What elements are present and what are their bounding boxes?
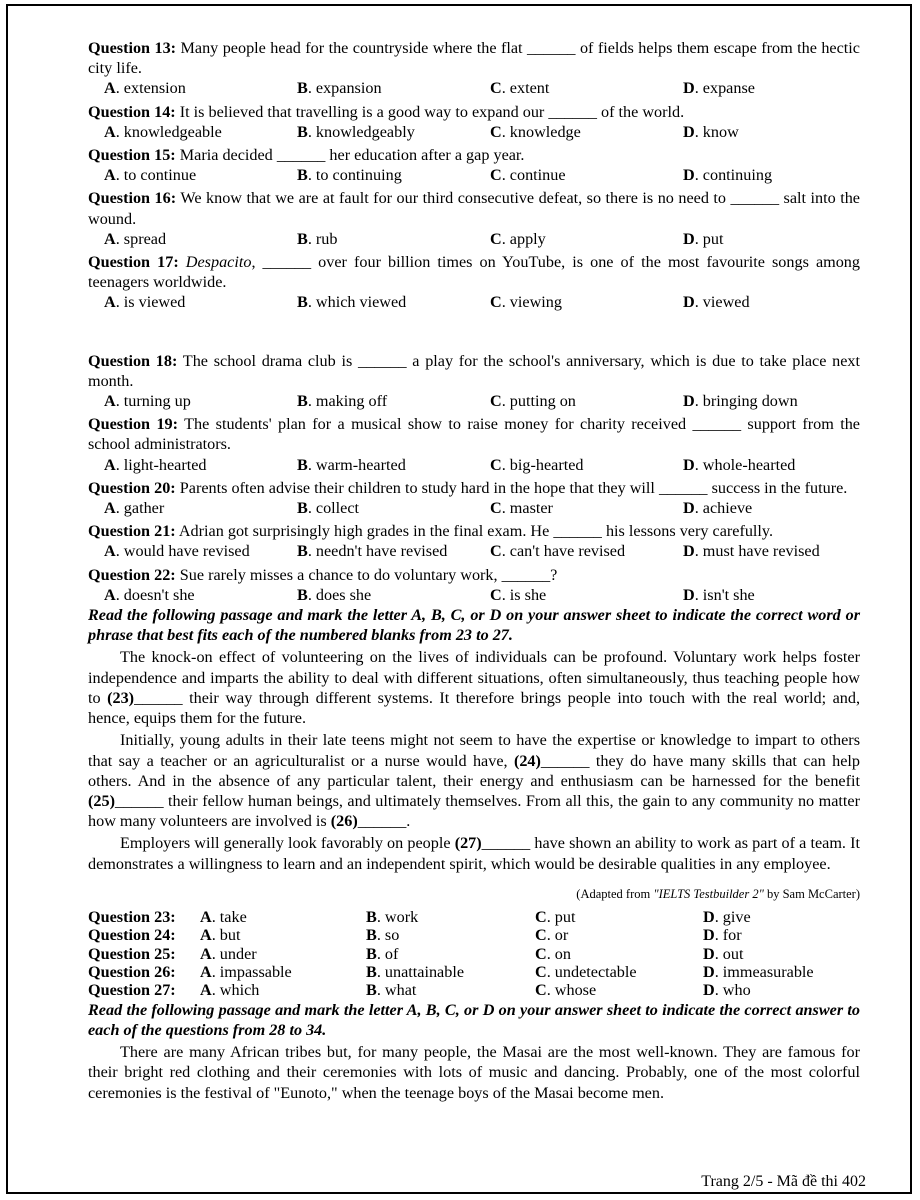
option-a[interactable]: A. extension: [104, 79, 186, 98]
answer-options: [88, 78, 860, 98]
option-d[interactable]: D. viewed: [683, 293, 750, 312]
option-letter: A: [200, 962, 212, 981]
option-b[interactable]: B. rub: [297, 229, 338, 248]
question-label: Question 14:: [88, 102, 176, 121]
question-label: Question 27:: [88, 981, 176, 1000]
question-text: The school drama club is ______ a play for the school's anniversary, which is due to take place next month.: [88, 351, 860, 390]
answer-options: [88, 585, 860, 605]
question-item: [88, 145, 860, 185]
option-c[interactable]: C. apply: [490, 229, 546, 248]
option-letter: C: [535, 962, 547, 981]
cloze-question-row: [88, 926, 860, 944]
question-group-13-16: [88, 38, 860, 249]
option-b[interactable]: B. to continuing: [297, 166, 402, 185]
song-title: Despacito: [185, 253, 252, 272]
answer-options: [88, 541, 860, 561]
option-letter: D: [703, 926, 715, 945]
question-17: [88, 252, 860, 313]
option-letter: B: [366, 962, 377, 981]
option-letter: C: [535, 926, 547, 945]
question-label: Question 18:: [88, 351, 178, 370]
question-item: [88, 102, 860, 142]
option-c[interactable]: C. knowledge: [490, 122, 581, 141]
question-text: We know that we are at fault for our third consecutive defeat, so there is no need to ______ salt into the wound.: [88, 189, 860, 228]
option-a[interactable]: A. doesn't she: [104, 585, 195, 604]
page-footer: Trang 2/5 - Mã đề thi 402: [701, 1173, 866, 1190]
question-item: [88, 38, 860, 99]
option-b[interactable]: B. expansion: [297, 79, 382, 98]
answer-options: [88, 391, 860, 411]
option-c[interactable]: C. big-hearted: [490, 455, 584, 474]
option-a[interactable]: A. but: [200, 926, 241, 945]
blank-23: (23): [107, 688, 135, 707]
question-stem: [88, 38, 860, 78]
cloze-question-row: [88, 963, 860, 981]
cloze-question-row: [88, 945, 860, 963]
question-label: Question 25:: [88, 944, 176, 963]
option-d[interactable]: D. know: [683, 122, 739, 141]
option-c[interactable]: C. undetectable: [535, 962, 637, 981]
option-d[interactable]: D. whole-hearted: [683, 455, 796, 474]
option-c[interactable]: C. viewing: [490, 293, 562, 312]
passage-1-paragraph-3: Employers will generally look favorably on people (27)______ have shown an ability to work as part of a team. It demonstrates a willingness to learn and an independent spirit, which would be desirable qualities in any employee.: [88, 834, 860, 873]
option-c[interactable]: C. is she: [490, 585, 547, 604]
question-stem: [88, 145, 860, 165]
question-label: Question 21:: [88, 522, 176, 541]
option-letter: C: [535, 944, 547, 963]
option-d[interactable]: D. expanse: [683, 79, 755, 98]
question-stem: [88, 252, 860, 292]
question-text: , ______ over four billion times on YouTube, is one of the most favourite songs among teenagers worldwide.: [88, 253, 860, 292]
option-c[interactable]: C. whose: [535, 981, 597, 1000]
option-b[interactable]: B. collect: [297, 499, 360, 518]
option-letter: A: [200, 981, 212, 1000]
option-c[interactable]: C. continue: [490, 166, 566, 185]
option-b[interactable]: B. so: [366, 926, 400, 945]
option-c[interactable]: C. extent: [490, 79, 550, 98]
option-b[interactable]: B. which viewed: [297, 293, 407, 312]
question-text: The students' plan for a musical show to raise money for charity received ______ support from the school administrators.: [88, 415, 860, 454]
question-stem: [88, 478, 860, 498]
option-a[interactable]: A. under: [200, 944, 257, 963]
option-c[interactable]: C. master: [490, 499, 553, 518]
question-label: Question 26:: [88, 962, 176, 981]
blank-26: (26): [330, 812, 358, 831]
question-stem: [88, 565, 860, 585]
option-letter: B: [366, 944, 377, 963]
answer-options: [88, 455, 860, 475]
question-label: Question 19:: [88, 415, 179, 434]
question-stem: [88, 521, 860, 541]
option-a[interactable]: A. impassable: [200, 962, 292, 981]
option-b[interactable]: B. work: [366, 907, 419, 926]
question-stem: [88, 102, 860, 122]
question-text: Sue rarely misses a chance to do voluntary work, ______?: [175, 565, 558, 584]
option-letter: D: [703, 962, 715, 981]
cloze-questions-table: [88, 908, 860, 1000]
question-stem: [88, 414, 860, 454]
option-d[interactable]: D. who: [703, 981, 751, 1000]
question-item: [88, 478, 860, 518]
answer-options: [88, 229, 860, 249]
question-label: Question 16:: [88, 189, 177, 208]
option-letter: A: [200, 944, 212, 963]
option-b[interactable]: B. unattainable: [366, 962, 465, 981]
option-letter: A: [200, 907, 212, 926]
option-letter: C: [535, 907, 547, 926]
option-d[interactable]: D. isn't she: [683, 585, 755, 604]
option-d[interactable]: D. immeasurable: [703, 962, 814, 981]
option-d[interactable]: D. bringing down: [683, 392, 798, 411]
question-text: Adrian got surprisingly high grades in the final exam. He ______ his lessons very carefully.: [175, 522, 774, 541]
question-label: Question 13:: [88, 39, 177, 57]
option-letter: D: [703, 944, 715, 963]
option-d[interactable]: D. put: [683, 229, 724, 248]
option-d[interactable]: D. for: [703, 926, 742, 945]
option-c[interactable]: C. putting on: [490, 392, 576, 411]
question-item: [88, 521, 860, 561]
option-b[interactable]: B. making off: [297, 392, 388, 411]
option-letter: C: [535, 981, 547, 1000]
question-text: It is believed that travelling is a good way to expand our ______ of the world.: [175, 102, 685, 121]
option-a[interactable]: A. would have revised: [104, 542, 250, 561]
blank-24: (24): [513, 751, 541, 770]
question-item: [88, 565, 860, 605]
answer-options: [88, 122, 860, 142]
blank-25: (25): [88, 791, 115, 810]
answer-options: [88, 292, 860, 312]
exam-content: [88, 0, 860, 1103]
answer-options: [88, 165, 860, 185]
question-label: Question 22:: [88, 565, 176, 584]
option-letter: B: [366, 926, 377, 945]
option-a[interactable]: A. take: [200, 907, 247, 926]
question-stem: [88, 351, 860, 391]
question-item: [88, 351, 860, 412]
option-a[interactable]: A. spread: [104, 229, 167, 248]
option-a[interactable]: A. knowledgeable: [104, 122, 222, 141]
option-c[interactable]: C. put: [535, 907, 576, 926]
option-b[interactable]: B. does she: [297, 585, 372, 604]
option-b[interactable]: B. needn't have revised: [297, 542, 448, 561]
option-letter: B: [366, 907, 377, 926]
option-letter: B: [366, 981, 377, 1000]
option-a[interactable]: A. gather: [104, 499, 165, 518]
passage-2-paragraph-1: There are many African tribes but, for many people, the Masai are the most well-known. They are famous for their bright red clothing and their ceremonies with lots of music and dancing. Probably, one of the most colorful ceremonies is the festival of "Eunoto," when the teenage boys of the Masai become men.: [88, 1043, 860, 1102]
question-text: Parents often advise their children to study hard in the hope that they will ______ success in the future.: [175, 478, 848, 497]
instruction-passage-1: Read the following passage and mark the letter A, B, C, or D on your answer sheet to indicate the correct word or phrase that best fits each of the numbered blanks from 23 to 27.: [88, 606, 860, 645]
cloze-question-row: [88, 981, 860, 999]
source-citation: (Adapted from "IELTS Testbuilder 2" by Sam McCarter): [576, 886, 860, 901]
option-b[interactable]: B. knowledgeably: [297, 122, 415, 141]
question-label: Question 17:: [88, 253, 179, 272]
question-label: Question 20:: [88, 478, 176, 497]
option-d[interactable]: D. continuing: [683, 166, 773, 185]
option-a[interactable]: A. which: [200, 981, 260, 1000]
passage-1-paragraph-1: The knock-on effect of volunteering on the lives of individuals can be profound. Voluntary work helps foster independence and imparts the ability to deal with different situations, often simultaneously, thus teaching people how to (23)______ their way through different systems. It therefore brings people into touch with the real world; and, hence, equips them for the future.: [88, 648, 861, 728]
question-label: Question 15:: [88, 146, 176, 165]
question-item: [88, 414, 860, 475]
option-d[interactable]: D. achieve: [683, 499, 753, 518]
question-group-18-22: [88, 351, 860, 605]
option-c[interactable]: C. on: [535, 944, 571, 963]
answer-options: [88, 498, 860, 518]
option-a[interactable]: A. light-hearted: [104, 455, 207, 474]
passage-1-paragraph-2: Initially, young adults in their late teens might not seem to have the expertise or knowledge to impart to others that say a teacher or an agriculturalist or a nurse would have, (24)______ they do have many skills that can help others. And in the absence of any particular talent, their energy and enthusiasm can be harnessed for the benefit (25)______ their fellow human beings, and ultimately themselves. From all this, the gain to any community no matter how many volunteers are involved is (26)______.: [88, 731, 860, 831]
question-stem: [88, 188, 860, 228]
option-letter: D: [703, 981, 715, 1000]
question-label: Question 23:: [88, 907, 176, 926]
option-a[interactable]: A. to continue: [104, 166, 197, 185]
option-letter: D: [703, 907, 715, 926]
option-d[interactable]: D. give: [703, 907, 751, 926]
option-letter: A: [200, 926, 212, 945]
question-text: Maria decided ______ her education after a gap year.: [175, 146, 525, 165]
option-d[interactable]: D. out: [703, 944, 744, 963]
option-c[interactable]: C. can't have revised: [490, 542, 626, 561]
question-text: Many people head for the countryside where the flat ______ of fields helps them escape from the hectic city life.: [88, 39, 860, 78]
option-b[interactable]: B. of: [366, 944, 399, 963]
blank-27: (27): [454, 834, 482, 853]
option-d[interactable]: D. must have revised: [683, 542, 820, 561]
option-a[interactable]: A. turning up: [104, 392, 191, 411]
instruction-passage-2: Read the following passage and mark the letter A, B, C, or D on your answer sheet to indicate the correct answer to each of the questions from 28 to 34.: [88, 1000, 860, 1039]
option-a[interactable]: A. is viewed: [104, 293, 186, 312]
question-label: Question 24:: [88, 926, 176, 945]
question-item: [88, 188, 860, 249]
option-b[interactable]: B. what: [366, 981, 417, 1000]
option-c[interactable]: C. or: [535, 926, 569, 945]
option-b[interactable]: B. warm-hearted: [297, 455, 406, 474]
cloze-question-row: [88, 908, 860, 926]
